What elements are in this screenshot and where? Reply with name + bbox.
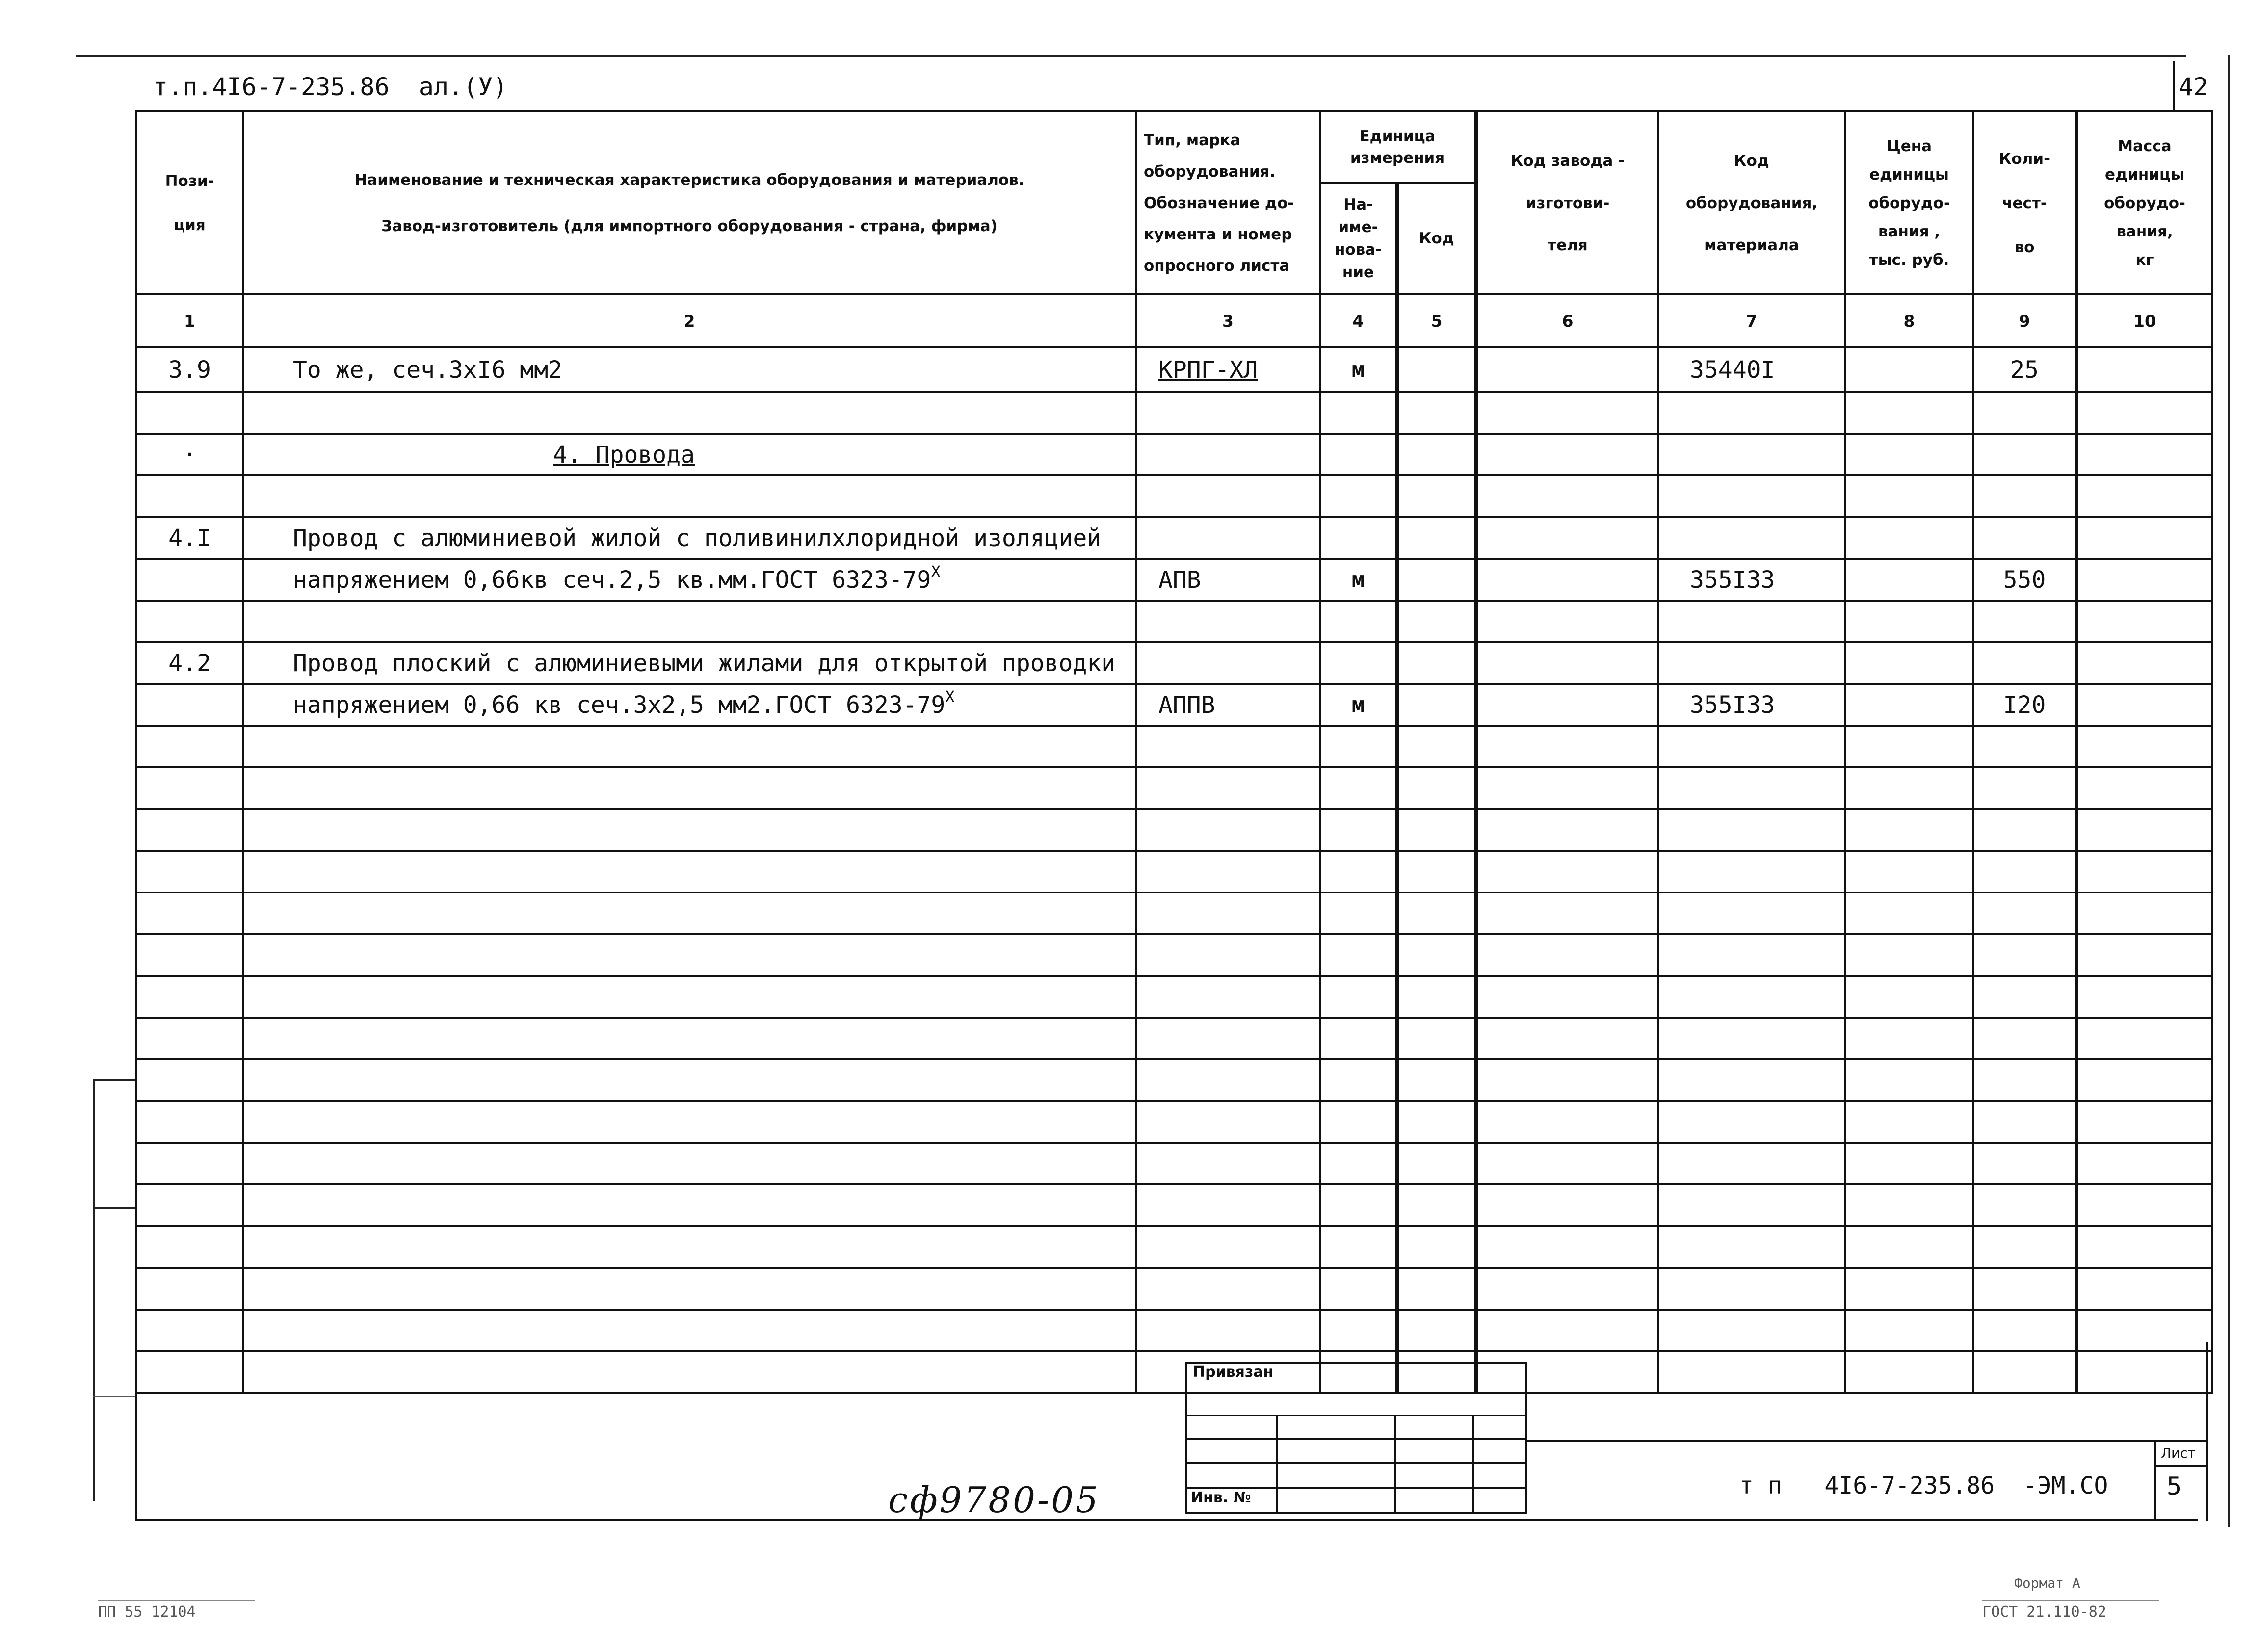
row-quantity: I20 (1973, 684, 2076, 726)
row-position: 3.9 (136, 347, 243, 392)
document-code: т п 4I6-7-235.86 -ЭМ.СО (1739, 1472, 2108, 1499)
sheet-label: Лист (2161, 1445, 2196, 1461)
row-name: напряжением 0,66кв сеч.2,5 кв.мм.ГОСТ $6323-79^X$ (243, 559, 1136, 601)
table-row (136, 1059, 2212, 1101)
column-number: 10 (2076, 294, 2212, 347)
document-reference: т.п.4I6-7-235.86 ал.(У) (153, 73, 508, 101)
table-row (136, 475, 2212, 517)
margin-mark (93, 1396, 135, 1397)
row-unit: м (1320, 347, 1397, 392)
handwritten-note: сф9780-05 (888, 1479, 1100, 1521)
row-code: 355I33 (1658, 684, 1845, 726)
specification-table (135, 110, 2213, 1394)
column-number: 7 (1658, 294, 1845, 347)
column-number: 1 (136, 294, 243, 347)
row-position: · (136, 434, 243, 475)
header-type: Тип, марка оборудования. Обозначение до- кумента и номер опросного листа (1136, 111, 1320, 294)
table-row (136, 976, 2212, 1018)
table-row (136, 1184, 2212, 1226)
row-code: 35440I (1658, 347, 1845, 392)
table-row (136, 809, 2212, 851)
row-quantity: 25 (1973, 347, 2076, 392)
table-row (136, 559, 2212, 601)
section-heading: 4. Провода (243, 434, 1136, 475)
margin-mark (93, 1207, 135, 1209)
row-type: КРПГ-ХЛ (1136, 347, 1320, 392)
table-row (136, 601, 2212, 642)
right-border-line (2228, 55, 2230, 1527)
table-row (136, 1226, 2212, 1268)
table-row (136, 1143, 2212, 1184)
footer-right-line (1982, 1600, 2159, 1601)
header-unit-name: На- име- нова- ние (1320, 183, 1397, 294)
row-code: 355I33 (1658, 559, 1845, 601)
table-row (136, 726, 2212, 767)
stamp-block (1185, 1362, 1527, 1514)
row-type: АПВ (1136, 559, 1320, 601)
footer-code: ПП 55 12104 (98, 1603, 196, 1621)
table-row (136, 684, 2212, 726)
footer-left-line (98, 1600, 255, 1601)
row-name: Провод с алюминиевой жилой с поливинилхлоридной изоляцией (243, 517, 1136, 559)
row-name: То же, сеч.3хI6 мм2 (243, 347, 1136, 392)
attached-label: Привязан (1193, 1364, 1274, 1381)
row-name: напряжением 0,66 кв сеч.3х2,5 мм2.ГОСТ $6323-79^X$ (243, 684, 1136, 726)
row-type: АППВ (1136, 684, 1320, 726)
gost-label: ГОСТ 21.110-82 (1982, 1603, 2106, 1621)
header-quantity: Коли- чест- во (1973, 111, 2076, 294)
header-name: Наименование и техническая характеристика оборудования и материалов. Завод-изготовитель (для импортного оборудования - страна, фирма) (243, 111, 1136, 294)
header-factory-code: Код завода - изготови- теля (1476, 111, 1658, 294)
table-row (136, 517, 2212, 559)
column-number: 6 (1476, 294, 1658, 347)
header-unit: Единица измерения (1320, 111, 1476, 183)
top-border-line (76, 55, 2186, 57)
table-row (136, 934, 2212, 976)
row-position: 4.I (136, 517, 243, 559)
table-row (136, 642, 2212, 684)
header-mass: Масса единицы оборудо- вания, кг (2076, 111, 2212, 294)
format-label: Формат А (2014, 1575, 2080, 1591)
column-number: 2 (243, 294, 1136, 347)
table-row (136, 1268, 2212, 1310)
row-name: Провод плоский с алюминиевыми жилами для открытой проводки (243, 642, 1136, 684)
column-number: 8 (1845, 294, 1973, 347)
sheet-box-divider (2154, 1465, 2207, 1467)
table-row (136, 434, 2212, 475)
sheet-number: 5 (2167, 1472, 2182, 1500)
header-unit-code: Код (1397, 183, 1476, 294)
table-row (136, 1018, 2212, 1059)
header-position: Пози- ция (136, 111, 243, 294)
table-row (136, 892, 2212, 934)
table-row (136, 851, 2212, 892)
row-quantity: 550 (1973, 559, 2076, 601)
column-number: 5 (1397, 294, 1476, 347)
inventory-label: Инв. № (1191, 1489, 1251, 1506)
table-row (136, 767, 2212, 809)
row-unit: м (1320, 559, 1397, 601)
row-unit: м (1320, 684, 1397, 726)
column-number: 4 (1320, 294, 1397, 347)
margin-mark (93, 1079, 135, 1081)
column-number: 3 (1136, 294, 1320, 347)
row-position: 4.2 (136, 642, 243, 684)
table-row (136, 347, 2212, 392)
column-number: 9 (1973, 294, 2076, 347)
table-row (136, 1101, 2212, 1143)
table-row (136, 392, 2212, 434)
header-equipment-code: Код оборудования, материала (1658, 111, 1845, 294)
stamp-divider (1525, 1440, 2207, 1442)
header-price: Цена единицы оборудо- вания , тыс. руб. (1845, 111, 1973, 294)
margin-mark (93, 1079, 95, 1501)
page-number: 42 (2179, 73, 2208, 101)
